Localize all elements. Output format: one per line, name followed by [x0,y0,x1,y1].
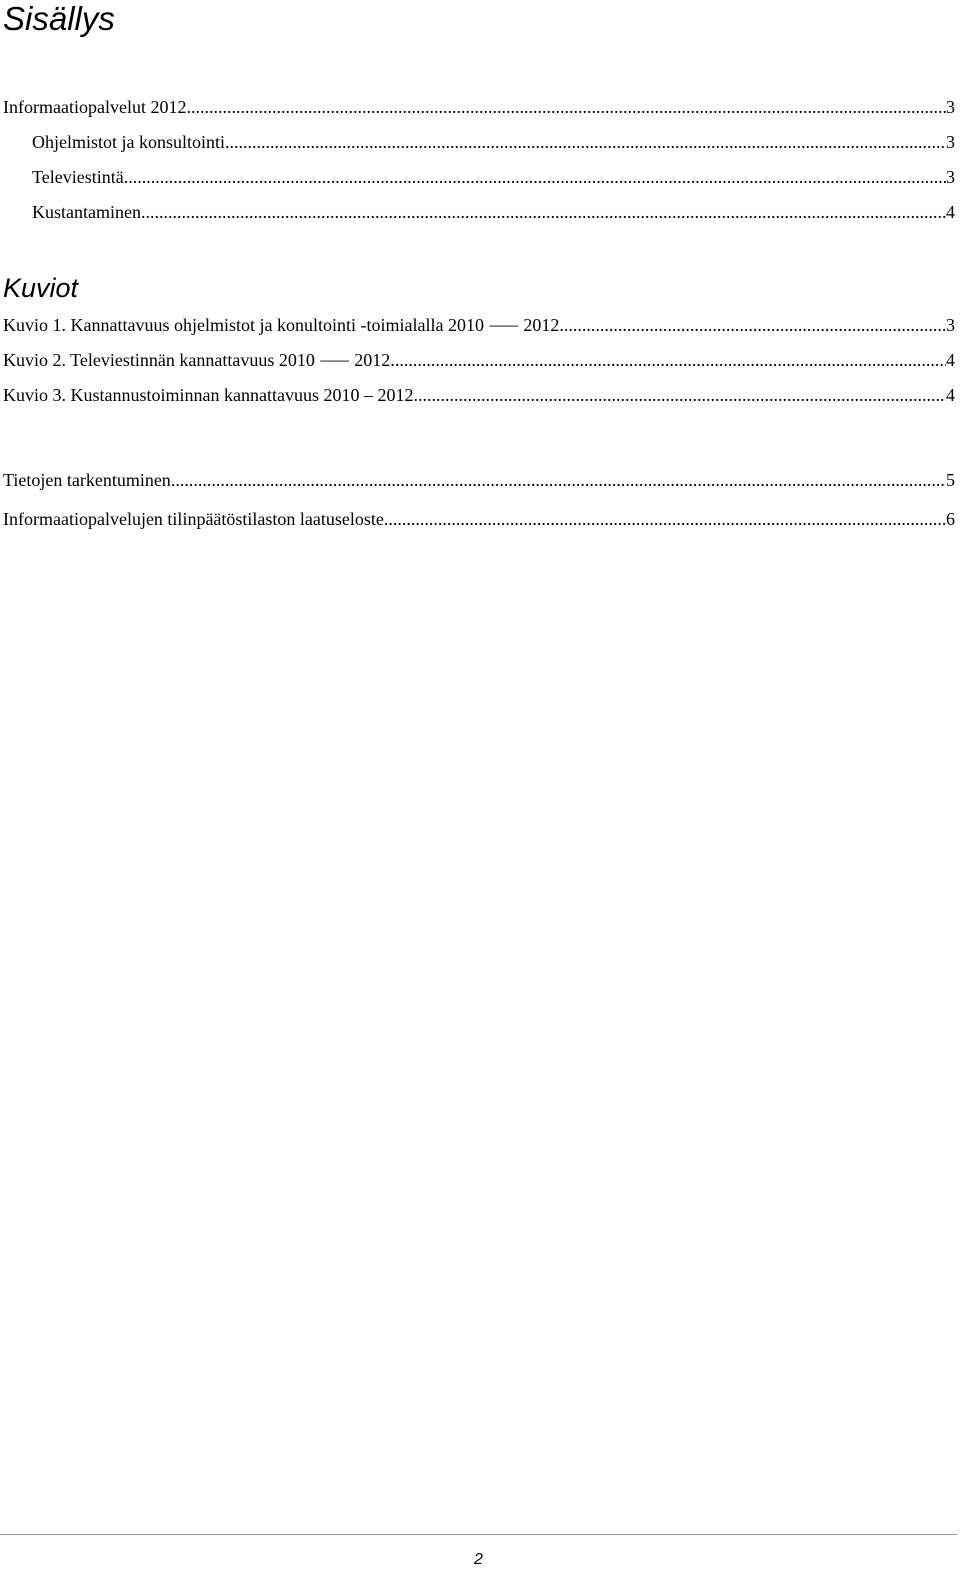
figure-page-number: 4 [946,385,955,405]
dot-leader [559,314,946,336]
dot-leader [384,508,946,530]
toc-page-number: 3 [946,132,955,152]
figure-entry-3[interactable] [3,380,955,406]
toc-page-number: 6 [946,509,955,529]
dot-leader [390,349,946,371]
dot-leader [171,469,946,491]
toc-entry-text: Ohjelmistot ja konsultointi [32,132,225,152]
toc-entry-text: Informaatiopalvelujen tilinpäätöstilaston laatuseloste [3,509,384,529]
figures-heading: Kuviot [3,273,79,303]
figure-entry-1[interactable] [3,310,955,336]
figure-entry-text: Kuvio 3. Kustannustoiminnan kannattavuus 2010 – 2012 [3,385,414,405]
dot-leader [413,384,946,406]
toc-entry-laatuseloste[interactable] [3,504,955,530]
toc-page-number: 5 [946,470,955,490]
dot-leader [225,131,946,153]
toc-entry-kustantaminen[interactable] [32,197,955,223]
toc-entry-informaatiopalvelut[interactable] [3,92,955,118]
toc-entry-text: Informaatiopalvelut 2012 [3,97,187,117]
figure-page-number: 4 [946,350,955,370]
toc-page-number: 3 [946,167,955,187]
toc-entry-text: Tietojen tarkentuminen [3,470,171,490]
contents-heading: Sisällys [3,0,115,37]
figure-entry-text: Kuvio 2. Televiestinnän kannattavuus 2010 ⸺ 2012 [3,350,391,370]
figure-entry-2[interactable] [3,345,955,371]
dot-leader [124,166,946,188]
toc-entry-text: Televiestintä [32,167,124,187]
footer-page-number: 2 [474,1551,483,1568]
toc-entry-tietojen-tarkentuminen[interactable] [3,465,955,491]
footer-divider [0,1534,957,1535]
toc-page-number: 3 [946,97,955,117]
toc-entry-televiestinta[interactable] [32,162,955,188]
toc-entry-text: Kustantaminen [32,202,141,222]
figure-entry-text: Kuvio 1. Kannattavuus ohjelmistot ja konultointi -toimialalla 2010 ⸺ 2012 [3,315,560,335]
toc-entry-ohjelmistot[interactable] [32,127,955,153]
dot-leader [186,96,946,118]
toc-page-number: 4 [946,202,955,222]
dot-leader [141,201,946,223]
figure-page-number: 3 [946,315,955,335]
